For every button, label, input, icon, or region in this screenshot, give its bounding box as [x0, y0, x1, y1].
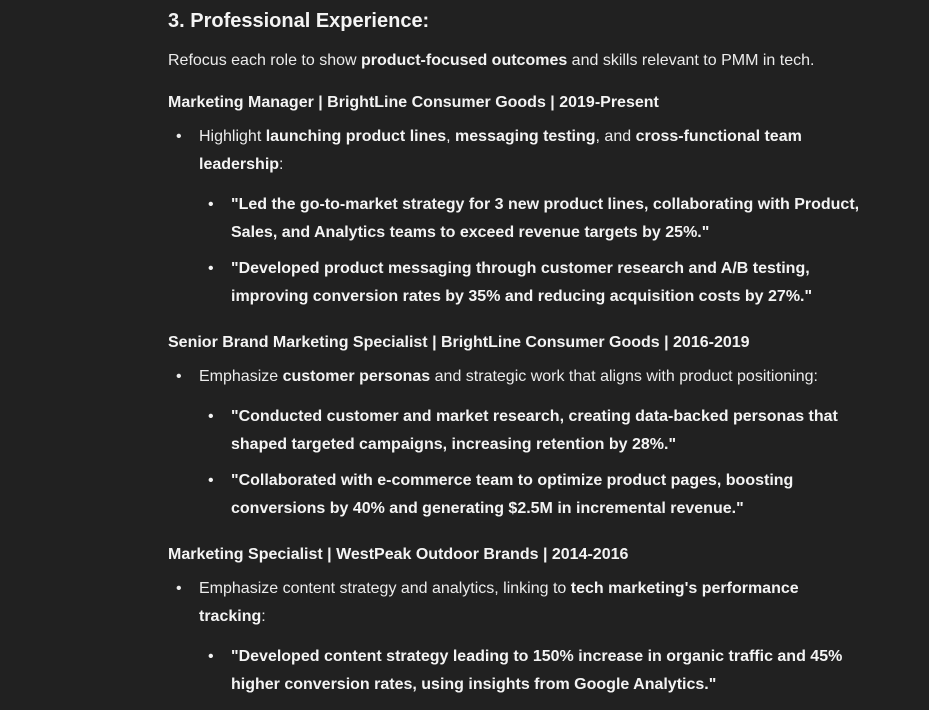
point-text: Emphasize: [199, 368, 283, 385]
point-text: ,: [446, 128, 456, 145]
point-text: and strategic work that aligns with product positioning:: [430, 368, 818, 385]
list-item: [199, 363, 859, 391]
role-title: Marketing Specialist | WestPeak Outdoor Brands | 2014-2016: [168, 546, 629, 563]
quote-item: • "Collaborated with e-commerce team to optimize product pages, boosting conversions by 40% and generating $2.5M in incremental revenue.": [231, 467, 871, 523]
point-bold: launching product lines: [265, 128, 447, 145]
point-bold: cross-functional team leadership: [199, 128, 802, 173]
intro-paragraph: [168, 52, 814, 70]
point-text: Emphasize content strategy and analytics, linking to: [199, 580, 571, 597]
role-title: Senior Brand Marketing Specialist | BrightLine Consumer Goods | 2016-2019: [168, 334, 750, 351]
point-text: Highlight: [199, 128, 266, 145]
point-text: :: [279, 156, 284, 173]
quote-item: • "Developed product messaging through customer research and A/B testing, improving conversion rates by 35% and reducing acquisition costs by 27%.": [231, 255, 871, 311]
point-bold: tech marketing's performance tracking: [199, 580, 799, 625]
list-item: [199, 123, 859, 179]
intro-bold: product-focused outcomes: [361, 52, 568, 69]
point-text: :: [261, 608, 266, 625]
quote-item: • "Led the go-to-market strategy for 3 new product lines, collaborating with Product, Sales, and Analytics teams to exceed revenue targets by 25%.": [231, 191, 871, 247]
point-bold: customer personas: [282, 368, 431, 385]
quote-item: • "Developed content strategy leading to 150% increase in organic traffic and 45% higher conversion rates, using insights from Google Analytics.": [231, 643, 871, 699]
list-item: [199, 575, 859, 631]
point-text: , and: [595, 128, 636, 145]
point-bold: messaging testing: [455, 128, 596, 145]
intro-text: Refocus each role to show: [168, 52, 361, 69]
quote-item: • "Conducted customer and market research, creating data-backed personas that shaped targeted campaigns, increasing retention by 28%.": [231, 403, 871, 459]
section-heading: 3. Professional Experience:: [168, 10, 430, 32]
role-title: Marketing Manager | BrightLine Consumer Goods | 2019-Present: [168, 94, 659, 111]
intro-text-end: and skills relevant to PMM in tech.: [567, 52, 815, 69]
